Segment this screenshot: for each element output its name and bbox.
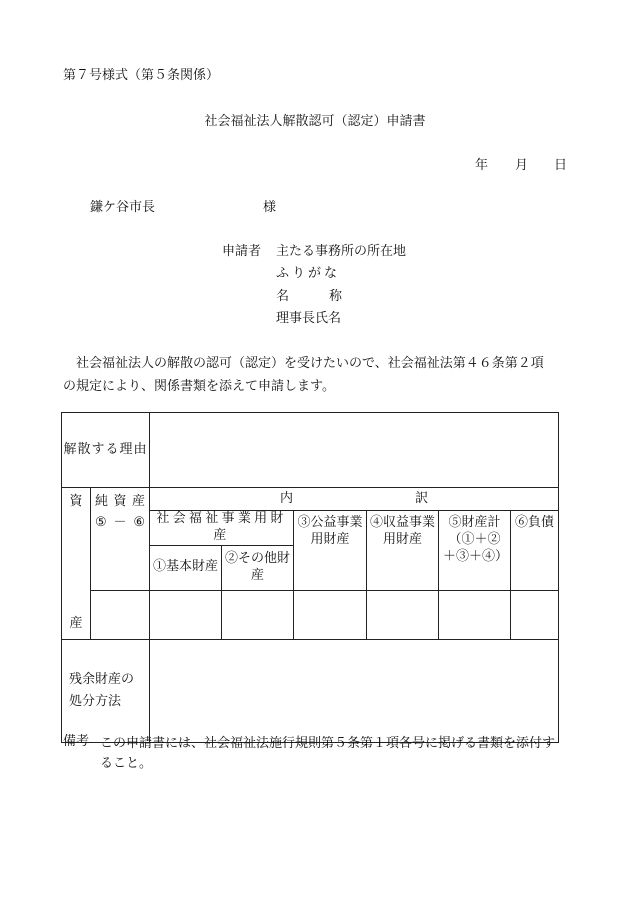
date-day-label: 日 — [554, 158, 568, 173]
liabilities-value[interactable] — [511, 590, 559, 639]
net-assets-formula: ⑤ － ⑥ — [95, 514, 146, 530]
other-property-value[interactable] — [222, 590, 294, 639]
assets-label-top: 資 — [69, 494, 83, 509]
statement-line-2: の規定により、関係書類を添えて申請します。 — [63, 379, 335, 394]
net-assets-label: 純 資 産 — [95, 494, 146, 509]
basic-property-header: ①基本財産 — [150, 545, 222, 590]
basic-property-value[interactable] — [150, 590, 222, 639]
application-table — [61, 412, 559, 743]
net-assets-header — [91, 488, 150, 591]
residual-property-disposal-label: 残余財産の処分方法 — [62, 639, 150, 742]
breakdown-char-1: 内 — [280, 490, 294, 506]
application-statement — [63, 352, 563, 398]
assets-label — [62, 488, 91, 640]
liabilities-header: ⑥負債 — [511, 511, 559, 591]
dissolution-reason-field[interactable] — [150, 413, 559, 488]
breakdown-header — [150, 488, 559, 511]
name-label-first: 名 — [276, 289, 290, 304]
public-interest-property-value[interactable] — [294, 590, 367, 639]
note-text: この申請書には、社会福祉法施行規則第５条第１項各号に掲げる書類を添付すること。 — [100, 736, 556, 771]
addressee-name: 鎌ケ谷市長 — [90, 200, 156, 215]
document-title: 社会福祉法人解散認可（認定）申請書 — [204, 114, 426, 129]
name-label-second: 称 — [329, 289, 343, 304]
office-address-label: 主たる事務所の所在地 — [276, 244, 407, 259]
chairman-name-label: 理事長氏名 — [276, 311, 342, 326]
dissolution-reason-label: 解散する理由 — [62, 413, 150, 488]
social-welfare-property-header: 社会福祉事業用財産 — [150, 511, 294, 546]
date-month-label: 月 — [515, 158, 529, 173]
public-interest-property-header: ③公益事業用財産 — [294, 511, 367, 591]
addressee-honorific: 様 — [263, 200, 277, 215]
profit-business-property-value[interactable] — [367, 590, 439, 639]
date-year-label: 年 — [475, 158, 489, 173]
applicant-label: 申請者 — [222, 244, 262, 259]
residual-property-disposal-field[interactable] — [150, 639, 559, 742]
property-total-value[interactable] — [439, 590, 511, 639]
assets-label-bottom: 産 — [69, 615, 83, 631]
net-assets-value[interactable] — [91, 590, 150, 639]
property-total-header: ⑤財産計（①＋②＋③＋④） — [439, 511, 511, 591]
statement-line-1: 社会福祉法人の解散の認可（認定）を受けたいので、社会福祉法第４６条第２項 — [76, 356, 544, 371]
breakdown-char-2: 訳 — [415, 490, 429, 506]
profit-business-property-header: ④収益事業用財産 — [367, 511, 439, 591]
furigana-label: ふりがな — [276, 266, 341, 281]
other-property-header: ②その他財産 — [222, 545, 294, 590]
form-number: 第７号様式（第５条関係） — [63, 68, 220, 83]
note-label: 備考 — [63, 734, 90, 749]
